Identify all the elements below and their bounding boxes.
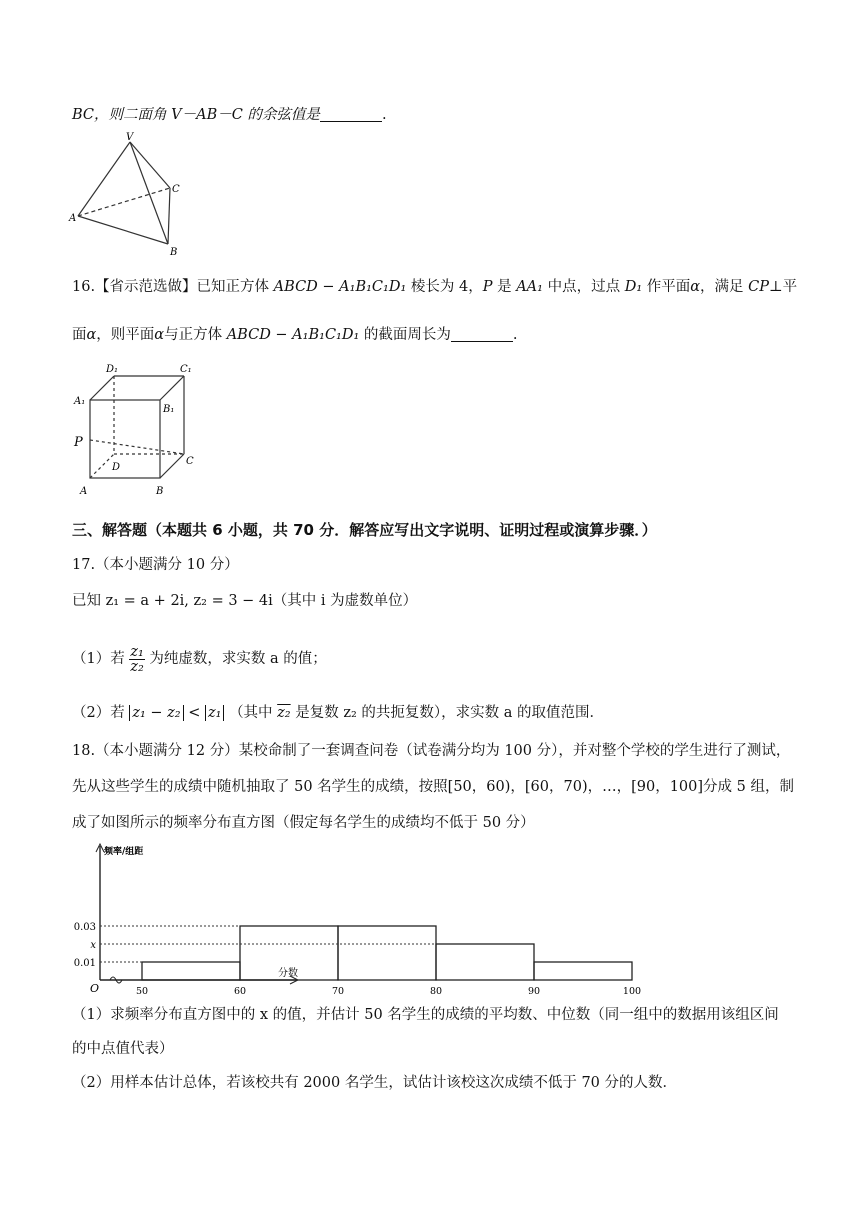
y-tick-label: 0.03 <box>73 922 96 933</box>
vertex-b1-label: B₁ <box>163 404 175 415</box>
vertex-d1-label: D₁ <box>106 364 119 375</box>
histogram-bar <box>338 926 436 980</box>
vertex-c-label: C <box>172 184 180 195</box>
y-tick-label: 0.01 <box>73 958 96 969</box>
vertex-b-label: B <box>170 247 178 258</box>
q17-given: 已知 z₁ = a + 2i, z₂ = 3 − 4i（其中 i 为虚数单位） <box>72 593 418 609</box>
x-tick-label: 90 <box>527 986 541 997</box>
frequency-histogram <box>70 840 642 1002</box>
vertex-b-label: B <box>156 486 164 497</box>
x-axis-label: 分数 <box>278 968 298 979</box>
x-tick-label: 80 <box>429 986 443 997</box>
x-tick-label: 60 <box>233 986 247 997</box>
vertex-d-label: D <box>112 462 121 473</box>
section-heading: 三、解答题（本题共 6 小题，共 70 分．解答应写出文字说明、证明过程或演算步骤．） <box>72 521 657 539</box>
y-tick-label: x <box>90 940 96 951</box>
answer-blank <box>320 107 382 122</box>
histogram-bar <box>534 962 632 980</box>
tetrahedron-figure <box>66 130 186 260</box>
vertex-v-label: V <box>126 132 134 143</box>
q15-text: BC，则二面角 V－AB－C 的余弦值是 . <box>72 107 387 123</box>
histogram-bar <box>142 962 240 980</box>
q16-line-2: 面α，则平面α与正方体 ABCD − A₁B₁C₁D₁ 的截面周长为 . <box>72 327 518 343</box>
q16-line-1: 16.【省示范选做】已知正方体 ABCD − A₁B₁C₁D₁ 棱长为 4，P 是 AA₁ 中点，过点 D₁ 作平面α，满足 CP⊥平 <box>72 279 798 295</box>
q18-line-3: 成了如图所示的频率分布直方图（假定每名学生的成绩均不低于 50 分） <box>72 815 535 831</box>
cube-figure <box>68 360 208 500</box>
q18-part1-line-2: 的中点值代表） <box>72 1041 174 1057</box>
q18-line-1: 18.（本小题满分 12 分）某校命制了一套调查问卷（试卷满分均为 100 分），并对整个学校的学生进行了测试， <box>72 743 791 759</box>
vertex-c1-label: C₁ <box>180 364 192 375</box>
vertex-c-label: C <box>186 456 194 467</box>
histogram-bar <box>436 944 534 980</box>
q17-part2: （2）若 z₁ − z₂ < z₁ （其中 z₂ 是复数 z₂ 的共扼复数），求实数 a 的取值范围． <box>72 705 605 721</box>
y-axis-label: 频率/组距 <box>104 847 144 857</box>
x-tick-label: 50 <box>135 986 149 997</box>
q17-part1: （1）若 $\frac{\text{z₁}}{\text{z₂}}$ 为纯虚数，求实数 a 的值； <box>72 643 327 675</box>
x-tick-label: 100 <box>622 986 642 997</box>
q18-part1-line-1: （1）求频率分布直方图中的 x 的值，并估计 50 名学生的成绩的平均数、中位数（同一组中的数据用该组区间 <box>72 1007 779 1023</box>
origin-label: O <box>90 982 100 995</box>
answer-blank <box>451 327 513 342</box>
vertex-a-label: A <box>80 486 88 497</box>
fraction: $\frac{\text{z₁}}{\text{z₂}}$ <box>130 643 144 675</box>
q17-header: 17.（本小题满分 10 分） <box>72 557 239 573</box>
q18-part2: （2）用样本估计总体，若该校共有 2000 名学生，试估计该校这次成绩不低于 70 分的人数． <box>72 1075 678 1091</box>
point-p-label: P <box>74 435 83 450</box>
x-tick-label: 70 <box>331 986 345 997</box>
vertex-a-label: A <box>69 213 77 224</box>
vertex-a1-label: A₁ <box>74 396 86 407</box>
q18-line-2: 先从这些学生的成绩中随机抽取了 50 名学生的成绩，按照[50，60)，[60，70)，…，[90，100]分成 5 组，制 <box>72 779 794 795</box>
